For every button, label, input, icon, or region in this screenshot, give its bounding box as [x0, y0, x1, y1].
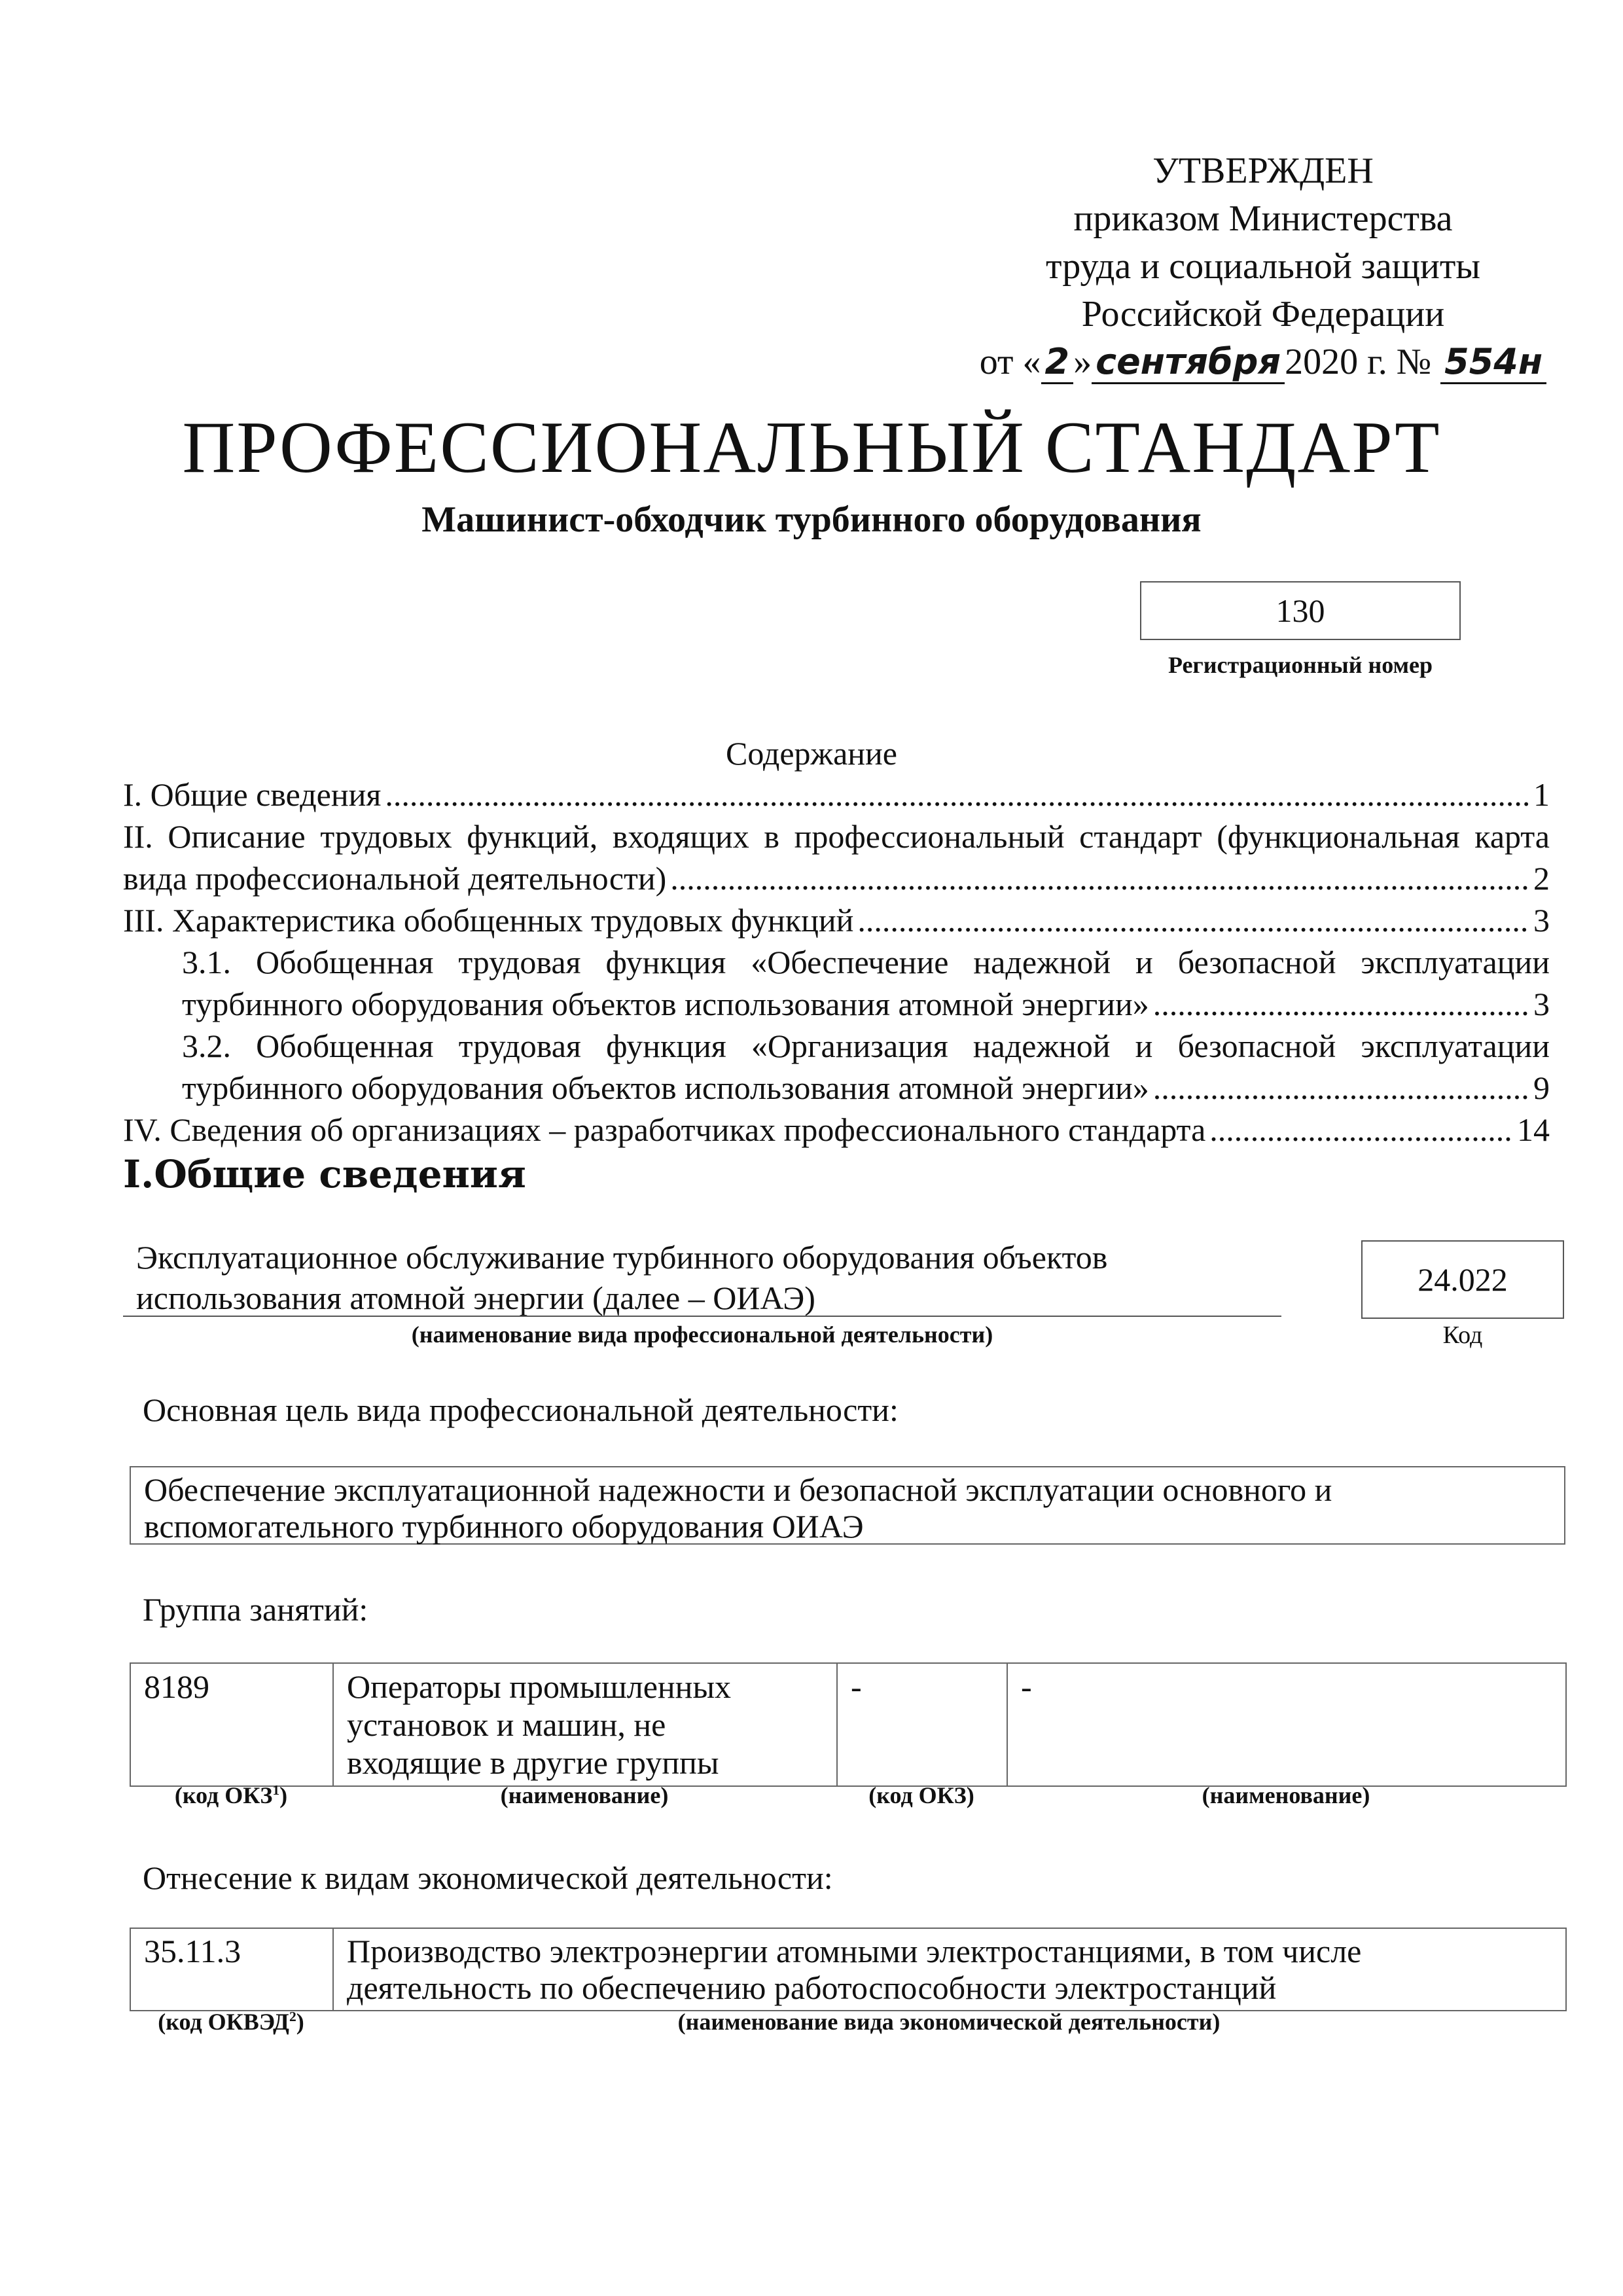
registration-caption: Регистрационный номер — [1168, 652, 1433, 678]
approval-line-2: труда и социальной защиты — [1046, 246, 1480, 287]
okz-name-cell: Операторы промышленных установок и машин, не входящие в другие группы — [333, 1663, 837, 1786]
activity-code-box — [1361, 1240, 1564, 1319]
approval-line-3: Российской Федерации — [1081, 294, 1445, 334]
goal-label: Основная цель вида профессиональной деятельности: — [143, 1391, 899, 1428]
economic-activity-label: Отнесение к видам экономической деятельности: — [143, 1859, 833, 1896]
table-row — [130, 1663, 1566, 1786]
table-row — [130, 1928, 1566, 2011]
date-day: 2 — [1041, 342, 1074, 384]
document-title: ПРОФЕССИОНАЛЬНЫЙ СТАНДАРТ — [182, 407, 1441, 488]
approval-block — [969, 147, 1558, 386]
date-year: 2020 г. № — [1285, 342, 1432, 382]
occupation-group-label: Группа занятий: — [143, 1591, 368, 1628]
activity-code: 24.022 — [1418, 1261, 1508, 1298]
okz-name-cell-2: - — [1007, 1663, 1566, 1786]
toc-item[interactable]: 3.2. Обобщенная трудовая функция «Организация надежной и безопасной эксплуатации турбинного оборудования объектов использования атомной энергии» ..... 9 — [123, 1025, 1550, 1109]
approval-date-line — [969, 338, 1558, 386]
caption-okz-code: (код ОКЗ$^1$) — [174, 1782, 288, 1808]
toc-item[interactable]: IV. Сведения об организациях – разработчиках профессионального стандарта ..... 14 — [123, 1109, 1550, 1151]
okved-code-cell: 35.11.3 — [130, 1928, 333, 2011]
caption-okz-code-2: (код ОКЗ) — [868, 1782, 974, 1808]
registration-number: 130 — [1275, 592, 1325, 629]
activity-underline — [123, 1316, 1281, 1317]
toc-item[interactable]: II. Описание трудовых функций, входящих в профессиональный стандарт (функциональная карта вида профессиональной деятельности) ..... 2 — [123, 816, 1550, 899]
activity-caption: (наименование вида профессиональной деятельности) — [411, 1321, 993, 1348]
document-subtitle: Машинист-обходчик турбинного оборудования — [421, 499, 1202, 540]
approval-title: УТВЕРЖДЕН — [1152, 151, 1374, 191]
okved-name-cell: Производство электроэнергии атомными электростанциями, в том числе деятельность по обеспечению работоспособности электростанций — [333, 1928, 1566, 2011]
okved-table — [130, 1928, 1567, 2011]
occupation-table — [130, 1662, 1567, 1787]
okz-code-cell: 8189 — [130, 1663, 333, 1786]
section-heading: I.Общие сведения — [123, 1152, 526, 1196]
caption-okz-name-2: (наименование) — [1202, 1782, 1370, 1808]
toc-heading: Содержание — [726, 735, 897, 772]
caption-okved-name: (наименование вида экономической деятельности) — [677, 2009, 1221, 2035]
caption-okz-name: (наименование) — [500, 1782, 669, 1808]
table-of-contents — [123, 774, 1550, 1151]
date-month: сентября — [1092, 342, 1285, 384]
toc-item[interactable]: I. Общие сведения ..... 1 — [123, 774, 1550, 816]
activity-name: Эксплуатационное обслуживание турбинного оборудования объектов использования атомной энергии (далее – ОИАЭ) — [136, 1239, 1108, 1316]
date-sep: » — [1073, 342, 1092, 382]
approval-line-1: приказом Министерства — [1073, 198, 1453, 239]
order-number: 554н — [1440, 342, 1546, 384]
toc-item[interactable]: III. Характеристика обобщенных трудовых функций ..... 3 — [123, 899, 1550, 941]
caption-okved-code: (код ОКВЭД$^2$) — [158, 2009, 304, 2035]
activity-code-caption: Код — [1442, 1321, 1483, 1349]
goal-box: Обеспечение эксплуатационной надежности и безопасной эксплуатации основного и вспомогательного турбинного оборудования ОИАЭ — [130, 1466, 1565, 1545]
okz-code-cell-2: - — [837, 1663, 1007, 1786]
date-prefix: от « — [979, 342, 1041, 382]
registration-number-box — [1140, 581, 1461, 640]
toc-item[interactable]: 3.1. Обобщенная трудовая функция «Обеспечение надежной и безопасной эксплуатации турбинного оборудования объектов использования атомной энергии» ..... 3 — [123, 941, 1550, 1025]
